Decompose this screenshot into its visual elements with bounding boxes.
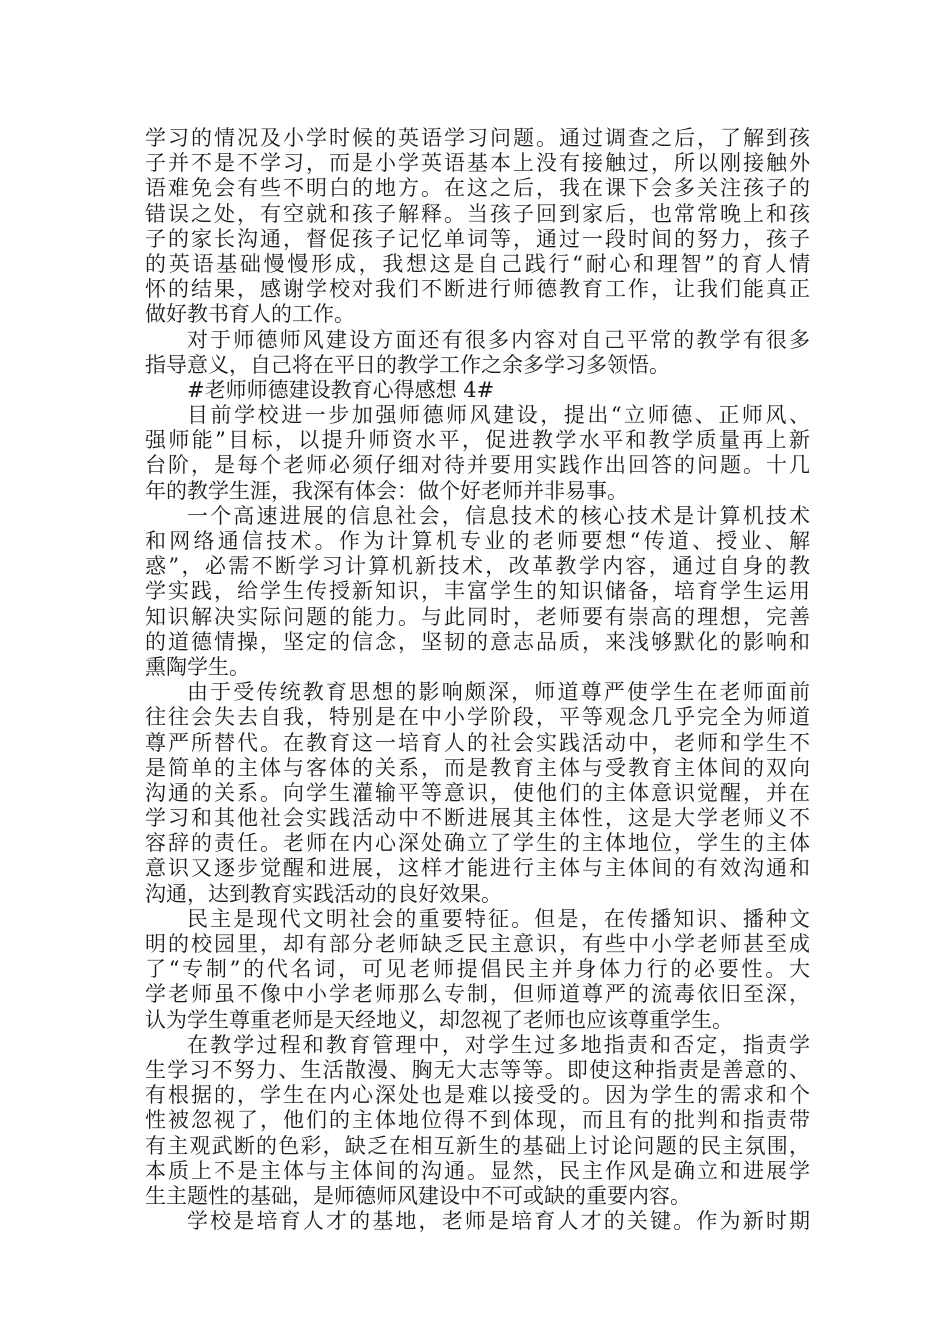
text-line: 认为学生尊重老师是天经地义，却忽视了老师也应该尊重学生。 xyxy=(145,1007,733,1032)
text-line: 生学习不努力、生活散漫、胸无大志等等。即使这种指责是善意的、 xyxy=(145,1057,810,1082)
text-line: 年的教学生涯，我深有体会：做个好老师并非易事。 xyxy=(145,478,628,503)
text-line: 民主是现代文明社会的重要特征。但是，在传播知识、播种文 xyxy=(187,906,810,931)
text-line: 台阶，是每个老师必须仔细对待并要用实践作出回答的问题。十几 xyxy=(145,453,810,478)
text-line: 惑”，必需不断学习计算机新技术，改革教学内容，通过自身的教 xyxy=(145,554,810,579)
text-line: 子并不是不学习，而是小学英语基本上没有接触过，所以刚接触外 xyxy=(145,151,810,176)
body-text xyxy=(145,126,810,1234)
text-line: 意识又逐步觉醒和进展，这样才能进行主体与主体间的有效沟通和 xyxy=(145,856,810,881)
text-line: 是简单的主体与客体的关系，而是教育主体与受教育主体间的双向 xyxy=(145,755,810,780)
text-line: 有根据的，学生在内心深处也是难以接受的。因为学生的需求和个 xyxy=(145,1083,810,1108)
text-line: 语难免会有些不明白的地方。在这之后，我在课下会多关注孩子的 xyxy=(145,176,810,201)
text-line: 生主题性的基础，是师德师风建设中不可或缺的重要内容。 xyxy=(145,1183,691,1208)
text-line: 沟通，达到教育实践活动的良好效果。 xyxy=(145,881,502,906)
text-line: 尊严所替代。在教育这一培育人的社会实践活动中，老师和学生不 xyxy=(145,730,810,755)
text-line: 做好教书育人的工作。 xyxy=(145,302,355,327)
text-line: 的英语基础慢慢形成，我想这是自己践行“耐心和理智”的育人情 xyxy=(145,251,810,276)
text-line: 由于受传统教育思想的影响颇深，师道尊严使学生在老师面前 xyxy=(187,680,810,705)
text-line: 容辞的责任。老师在内心深处确立了学生的主体地位，学生的主体 xyxy=(145,831,810,856)
text-line: 学老师虽不像中小学老师那么专制，但师道尊严的流毒依旧至深， xyxy=(145,982,810,1007)
text-line: 子的家长沟通，督促孩子记忆单词等，通过一段时间的努力，孩子 xyxy=(145,226,810,251)
text-line: 知识解决实际问题的能力。与此同时，老师要有崇高的理想，完善 xyxy=(145,604,810,629)
text-line: 有主观武断的色彩，缺乏在相互新生的基础上讨论问题的民主氛围， xyxy=(145,1133,810,1158)
text-line: 的道德情操，坚定的信念，坚韧的意志品质，来浅够默化的影响和 xyxy=(145,629,810,654)
text-line: 一个高速进展的信息社会，信息技术的核心技术是计算机技术 xyxy=(187,503,810,528)
text-line: 强师能”目标，以提升师资水平，促进教学水平和教学质量再上新 xyxy=(145,428,810,453)
text-line: 错误之处，有空就和孩子解释。当孩子回到家后，也常常晚上和孩 xyxy=(145,201,810,226)
text-line: 学校是培育人才的基地，老师是培育人才的关键。作为新时期 xyxy=(187,1209,810,1234)
text-line: 沟通的关系。向学生灌输平等意识，使他们的主体意识觉醒，并在 xyxy=(145,780,810,805)
text-line: 了“专制”的代名词，可见老师提倡民主并身体力行的必要性。大 xyxy=(145,957,810,982)
text-line: 熏陶学生。 xyxy=(145,654,250,679)
text-line: 对于师德师风建设方面还有很多内容对自己平常的教学有很多 xyxy=(187,327,810,352)
text-line: 目前学校进一步加强师德师风建设，提出“立师德、正师风、 xyxy=(187,403,810,428)
text-line: 指导意义，自己将在平日的教学工作之余多学习多领悟。 xyxy=(145,352,670,377)
text-line: 学习和其他社会实践活动中不断进展其主体性，这是大学老师义不 xyxy=(145,806,810,831)
text-line: 在教学过程和教育管理中，对学生过多地指责和否定，指责学 xyxy=(187,1032,810,1057)
text-line: 本质上不是主体与主体间的沟通。显然，民主作风是确立和进展学 xyxy=(145,1158,810,1183)
text-line: 性被忽视了，他们的主体地位得不到体现，而且有的批判和指责带 xyxy=(145,1108,810,1133)
text-line: 和网络通信技术。作为计算机专业的老师要想“传道、授业、解 xyxy=(145,529,810,553)
text-line: 往往会失去自我，特别是在中小学阶段，平等观念几乎完全为师道 xyxy=(145,705,810,730)
text-line: 怀的结果，感谢学校对我们不断进行师德教育工作，让我们能真正 xyxy=(145,277,810,302)
text-line: 学习的情况及小学时候的英语学习问题。通过调查之后，了解到孩 xyxy=(145,126,810,150)
text-line: 学实践，给学生传授新知识，丰富学生的知识储备，培育学生运用 xyxy=(145,579,810,604)
text-line: #老师师德建设教育心得感想 4# xyxy=(187,377,495,402)
text-line: 明的校园里，却有部分老师缺乏民主意识，有些中小学老师甚至成 xyxy=(145,932,810,956)
